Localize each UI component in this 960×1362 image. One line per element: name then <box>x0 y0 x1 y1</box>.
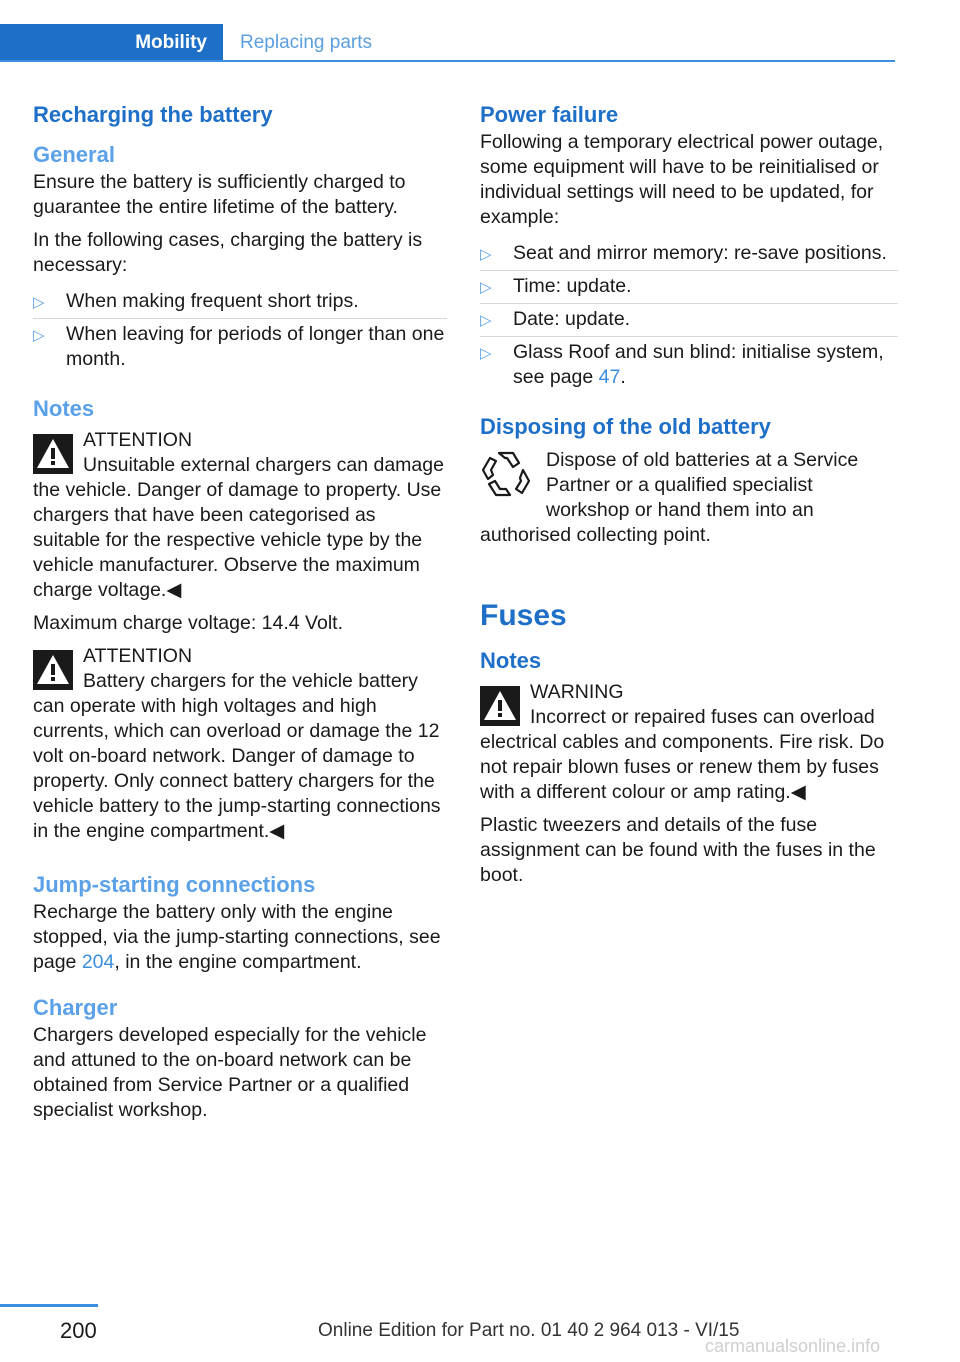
power-failure-list <box>480 238 898 394</box>
page-number: 200 <box>60 1318 97 1343</box>
attention-notice-2 <box>33 644 447 844</box>
triangle-bullet-icon: ▷ <box>480 345 492 362</box>
footer-rule <box>0 1304 98 1307</box>
attention-notice-1 <box>33 428 447 603</box>
tab-replacing-parts[interactable]: Replacing parts <box>240 32 373 53</box>
triangle-bullet-icon: ▷ <box>480 312 492 329</box>
charger-text: Chargers developed especially for the vehicle and attuned to the on-board network can be obtained from Service Partner or a qualified specialist workshop. <box>33 1024 427 1121</box>
triangle-bullet-icon: ▷ <box>33 327 45 344</box>
page-link[interactable]: 204 <box>81 951 115 973</box>
attention-keyword: ATTENTION <box>83 645 193 667</box>
header-rule <box>0 60 895 62</box>
left-column <box>33 100 447 1131</box>
general-paragraph-2: In the following cases, charging the battery is necessary: <box>33 229 423 276</box>
heading-jump-starting: Jump-starting connections <box>33 872 316 897</box>
page-link[interactable]: 47 <box>598 366 621 388</box>
max-voltage-text: Maximum charge voltage: 14.4 Volt. <box>33 612 343 634</box>
triangle-bullet-icon: ▷ <box>480 246 492 263</box>
warning-keyword: WARNING <box>530 681 624 703</box>
list-item: ▷ Date: update. <box>480 304 898 337</box>
triangle-bullet-icon: ▷ <box>33 294 45 311</box>
dispose-notice <box>480 448 898 548</box>
warning-text: Incorrect or repaired fuses can overload electrical cables and components. Fire risk. Do not repair blown fuses or renew them by fuses with a different colour or amp rating.◀ <box>480 706 885 803</box>
general-paragraph-1: Ensure the battery is sufficiently charged to guarantee the entire lifetime of the battery. <box>33 171 406 218</box>
heading-disposing: Disposing of the old battery <box>480 414 771 439</box>
dispose-text: Dispose of old batteries at a Service Partner or a qualified specialist workshop or hand them into an authorised collecting point. <box>480 449 859 546</box>
heading-fuses-notes: Notes <box>480 648 542 673</box>
warning-triangle-icon <box>33 650 73 690</box>
attention-keyword: ATTENTION <box>83 429 193 451</box>
heading-power-failure: Power failure <box>480 102 619 127</box>
heading-general: General <box>33 142 115 167</box>
list-item: ▷ Seat and mirror memory: re-save positions. <box>480 238 898 271</box>
right-column <box>480 100 898 896</box>
heading-notes: Notes <box>33 396 95 421</box>
warning-triangle-icon <box>480 686 520 726</box>
attention-text: Battery chargers for the vehicle battery can operate with high voltages and high currents, which can overload or damage the 12 volt on-board network. Danger of damage to property. Only connect battery chargers for the vehicle battery to the jump-starting connections in the engine compartment.◀ <box>33 670 441 842</box>
watermark: carmanualsonline.info <box>705 1336 881 1356</box>
warning-notice <box>480 680 898 805</box>
attention-text: Unsuitable external chargers can damage the vehicle. Danger of damage to property. Use chargers that have been categorised as suitable for the respective vehicle type by the vehicle manufacturer. Observe the maximum charge voltage.◀ <box>33 454 444 601</box>
header-tabbar <box>0 24 895 62</box>
triangle-bullet-icon: ▷ <box>480 279 492 296</box>
section-title-recharging: Recharging the battery <box>33 102 273 127</box>
tab-mobility[interactable]: Mobility <box>0 24 223 62</box>
tweezers-text: Plastic tweezers and details of the fuse assignment can be found with the fuses in the boot. <box>480 814 876 886</box>
section-title-fuses: Fuses <box>480 599 567 632</box>
jump-starting-text: Recharge the battery only with the engine stopped, via the jump-starting connections, see page 204, in the engine compartment. <box>33 901 441 973</box>
list-item: ▷ Time: update. <box>480 271 898 304</box>
heading-charger: Charger <box>33 995 118 1020</box>
edition-text: Online Edition for Part no. 01 40 2 964 013 - VI/15 <box>318 1320 740 1341</box>
list-item: ▷ When making frequent short trips. <box>33 286 447 319</box>
power-failure-text: Following a temporary electrical power outage, some equipment will have to be reinitialised or individual settings will need to be updated, for example: <box>480 131 884 228</box>
warning-triangle-icon <box>33 434 73 474</box>
list-item: ▷ Glass Roof and sun blind: initialise system, see page 47. <box>480 341 884 388</box>
recycle-icon <box>480 448 532 500</box>
list-item: ▷ When leaving for periods of longer than one month. <box>33 323 445 370</box>
charge-cases-list <box>33 286 447 376</box>
